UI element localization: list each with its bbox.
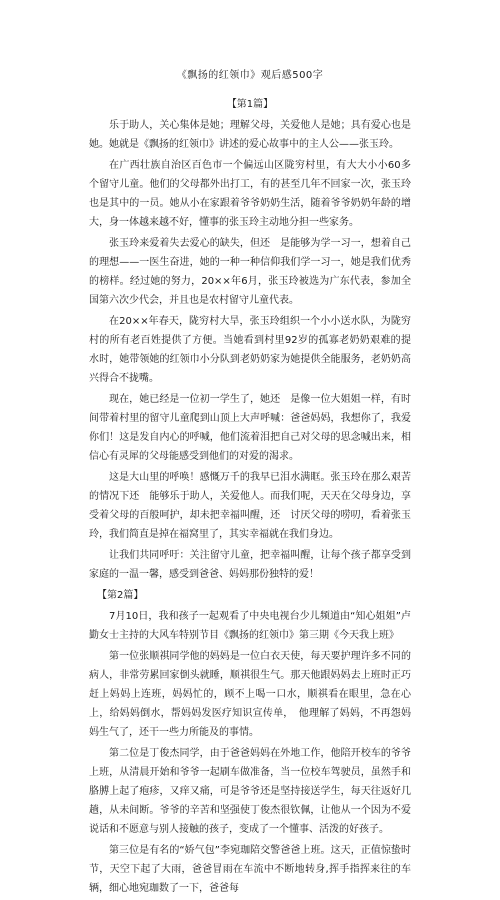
paragraph: 让我们共同呼吁：关注留守儿童，把幸福叫醒，让每个孩子都享受到家庭的一温一馨，感受到爸爸、妈妈那份独特的爱！ bbox=[89, 550, 411, 580]
paragraph: 现在，她已经是一位初一学生了，她还 是像一位大姐姐一样，有时间带着村里的留守儿童爬到山顶上大声呼喊：爸爸妈妈，我想你了，我爱你们！这是发自内心的呼喊，他们流着泪把自己对父母的思念喊出来，相信心有灵犀的父母能感受到他们的对爱的渴求。 bbox=[89, 394, 411, 462]
paragraph: 在广西壮族自治区百色市一个偏远山区陇穷村里，有大大小小60多个留守儿童。他们的父母都外出打工，有的甚至几年不回家一次，张玉玲也是其中的一员。她从小在家跟着爷爷奶奶生活，随着爷爷奶奶年龄的增大，身一体越来越不好，懂事的张玉玲主动地分担一些家务。 bbox=[89, 160, 411, 228]
paragraph: 第三位是有名的“娇气包”李宛珈陪交警爸爸上班。这天，正值惊蛰时节，天空下起了大雨，爸爸冒雨在车流中不断地转身,挥手指挥来往的车辆，细心地宛珈数了一下，爸爸每 bbox=[89, 845, 411, 894]
paragraph: 乐于助人，关心集体是她；理解父母，关爱他人是她；具有爱心也是她。她就是《飘扬的红领巾》讲述的爱心故事中的主人公——张玉玲。 bbox=[89, 120, 411, 150]
document-title: 《飘扬的红领巾》观后感500字 bbox=[176, 70, 324, 81]
paragraph: 在20××年春天，陇穷村大旱，张玉玲组织一个小小送水队，为陇穷村的所有老百姓提供了方便。当她看到村里92岁的孤寡老奶奶艰难的提水时，她带领她的红领巾小分队到老奶奶家为她提供全能服务，老奶奶高兴得合不拢嘴。 bbox=[89, 316, 411, 384]
paragraph: 第一位张顺祺同学他的妈妈是一位白衣天使，每天要护理许多不同的病人，非常劳累回家倒头就睡，顺祺很生气。那天他跟妈妈去上班时正巧赶上妈妈上连班，妈妈忙的，顾不上喝一口水，顺祺看在眼里，急在心上，给妈妈倒水，帮妈妈发医疗知识宣传单， 他理解了妈妈，不再怨妈妈生气了，还干一些力所能及的事情。 bbox=[89, 651, 411, 738]
paragraph: 第二位是丁俊杰同学，由于爸爸妈妈在外地工作，他陪开校车的爷爷上班，从清晨开始和爷爷一起刷车做准备，当一位校车驾驶员，虽然手和胳膊上起了疱疹，又痒又痛，可是爷爷还是坚持接送学生，每天往返好几趟，从未间断。爷爷的辛苦和坚强使丁俊杰很钦佩，让他从一个因为不爱说话和不愿意与别人接触的孩子，变成了一个懂事、活泼的好孩子。 bbox=[89, 748, 411, 835]
paragraph: 7月10日，我和孩子一起观看了中央电视台少儿频道由“知心姐姐”卢勤女士主持的大风车特别节目《飘扬的红领巾》第三期《今天我上班》 bbox=[89, 611, 411, 641]
section-1-heading: 【第1篇】 bbox=[226, 99, 274, 110]
document-body bbox=[89, 95, 411, 900]
paragraph: 这是大山里的呼唤！感慨万千的我早已泪水满眶。张玉玲在那么艰苦的情况下还 能够乐于助人，关爱他人。而我们呢，天天在父母身边，享受着父母的百般呵护，却未把幸福叫醒，还 讨厌父母的唠叨，看着张玉玲，我们简直是掉在福窝里了，其实幸福就在我们身边。 bbox=[89, 472, 411, 540]
section-2-heading: 【第2篇】 bbox=[97, 590, 144, 601]
paragraph: 张玉玲来爱着失去爱心的缺失，但还 是能够为学一习一，想着自己的理想——一医生奋进，她的一种一种信仰我们学一习一，她是我们优秀的榜样。经过她的努力，20××年6月，张玉玲被选为广东代表，参加全国第六次少代会，并且也是农村留守儿童代表。 bbox=[89, 238, 411, 306]
